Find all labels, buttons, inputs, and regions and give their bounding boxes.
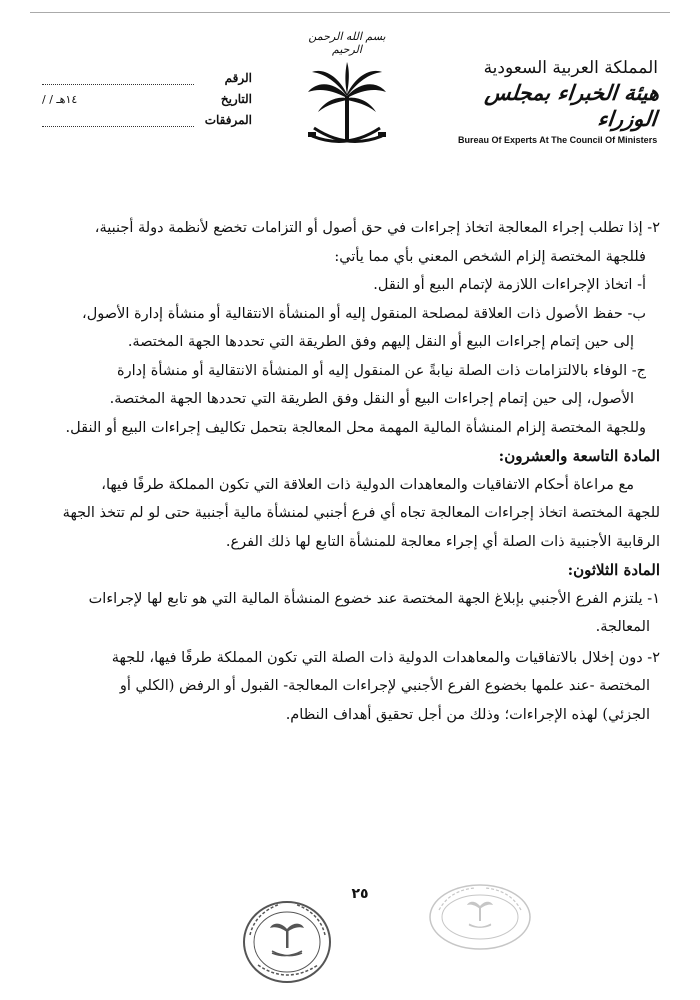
para-2-line-1: ٢- إذا تطلب إجراء المعالجة اتخاذ إجراءات في حق أصول أو التزامات تخضع لأنظمة دولة أجنبية،: [94, 220, 660, 236]
article-30-p1-line-1: ١- يلتزم الفرع الأجنبي بإبلاغ الجهة المختصة عند خضوع المنشأة المالية التي هو تابع لها لإجراءات: [88, 590, 660, 607]
number-field: [42, 64, 252, 85]
official-seal-stamp-icon: [240, 895, 335, 990]
date-field: [42, 85, 252, 106]
organization-header: [458, 58, 661, 145]
article-30-title: المادة الثلاثون:: [567, 561, 660, 579]
article-29-line-2: للجهة المختصة اتخاذ إجراءات المعالجة تجاه أي فرع أجنبي لمنشأة مالية أجنبية حتى لو لم تتخذ الجهة: [62, 505, 660, 521]
article-30-p2-line-1: ٢- دون إخلال بالاتفاقيات والمعاهدات الدولية ذات الصلة التي تكون المملكة طرفًا فيها، للجهة: [111, 649, 660, 666]
article-30-p2-line-3: الجزئي) لهذه الإجراءات؛ وذلك من أجل تحقيق أهداف النظام.: [285, 706, 650, 723]
emblem-block: [292, 30, 402, 162]
date-value: / / ١٤هـ: [42, 93, 78, 106]
article-30-p2-line-2: المختصة -عند علمها بخضوع الفرع الأجنبي لإجراءات المعالجة- القبول أو الرفض (الكلي أو: [119, 678, 650, 694]
faded-seal-stamp-icon: [425, 880, 535, 955]
article-29-title: المادة التاسعة والعشرون:: [498, 447, 660, 465]
org-name-line1: المملكة العربية السعودية: [483, 58, 658, 78]
number-blank: [42, 70, 194, 85]
number-label: الرقم: [224, 71, 252, 85]
palm-swords-emblem-icon: [302, 58, 392, 158]
para-2-line-2: فللجهة المختصة إلزام الشخص المعني بأي مما يأتي:: [334, 248, 646, 265]
item-b-line-1: ب- حفظ الأصول ذات العلاقة لمصلحة المنقول إليه أو المنشأة الانتقالية أو منشأة إدارة الأصول،: [82, 305, 646, 322]
article-30-p1-line-2: المعالجة.: [595, 619, 650, 635]
article-29-line-3: الرقابية الأجنبية ذات الصلة أي إجراء معالجة للمنشأة التابع لها ذلك الفرع.: [225, 533, 660, 550]
page-number: ٢٥: [351, 886, 369, 902]
basmala: بسم الله الرحمن الرحيم: [308, 30, 386, 56]
org-name-line2: هيئة الخبراء بمجلس الوزراء: [483, 80, 661, 131]
item-b-line-2: إلى حين إتمام إجراءات البيع أو النقل إليهم وفق الطريقة التي تحددها الجهة المختصة.: [127, 334, 634, 350]
item-c-line-2: الأصول، إلى حين إتمام إجراءات البيع أو النقل وفق الطريقة التي تحددها الجهة المختصة.: [109, 391, 634, 407]
attachments-field: [42, 106, 252, 127]
org-name-english: Bureau Of Experts At The Council Of Ministers: [458, 135, 658, 145]
top-rule: [30, 12, 670, 13]
para-cost: وللجهة المختصة إلزام المنشأة المالية المهمة محل المعالجة بتحمل تكاليف إجراءات البيع أو النقل.: [65, 419, 646, 436]
attachments-blank: [42, 112, 194, 127]
date-label: التاريخ: [220, 92, 252, 106]
attachments-label: المرفقات: [204, 113, 252, 127]
item-c-line-1: ج- الوفاء بالالتزامات ذات الصلة نيابةً عن المنقول إليه أو المنشأة الانتقالية أو منشأة إدارة: [117, 362, 646, 379]
document-body: [48, 214, 660, 729]
article-29-line-1: مع مراعاة أحكام الاتفاقيات والمعاهدات الدولية ذات العلاقة التي تكون المملكة طرفًا فيها،: [101, 476, 634, 493]
item-a: أ- اتخاذ الإجراءات اللازمة لإتمام البيع أو النقل.: [373, 277, 646, 293]
reference-fields: [42, 64, 252, 127]
